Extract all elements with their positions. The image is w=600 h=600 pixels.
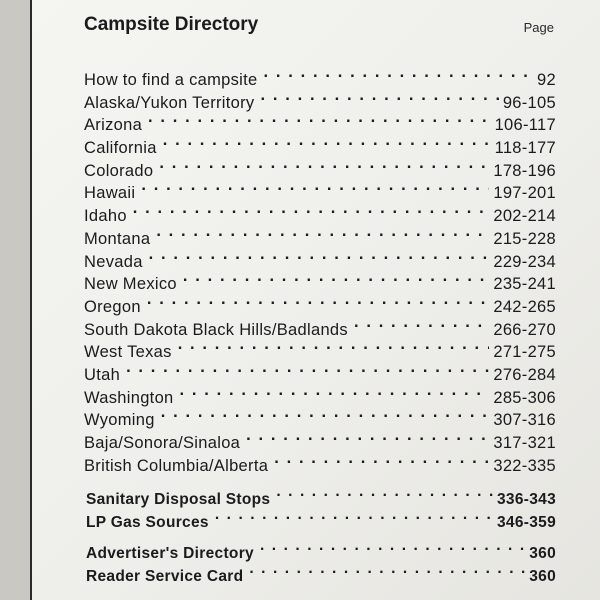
entry-pages: 322-335: [493, 456, 556, 475]
dot-leader: [149, 245, 490, 267]
entry-title: Utah: [84, 365, 121, 384]
entry-pages: 215-228: [493, 229, 556, 248]
toc-entry[interactable]: [84, 245, 556, 271]
entry-pages: 235-241: [493, 275, 556, 294]
entry-pages: 276-284: [493, 365, 556, 384]
entry-title: Advertiser's Directory: [86, 545, 254, 562]
entry-title: Arizona: [84, 116, 143, 135]
entry-pages: 96-105: [502, 93, 556, 112]
entry-pages: 317-321: [493, 434, 556, 452]
entry-pages: 229-234: [493, 252, 556, 271]
entry-pages: 92: [537, 71, 556, 89]
entry-title: Washington: [84, 388, 174, 407]
toc-entry[interactable]: [84, 131, 556, 158]
dot-leader: [147, 290, 490, 312]
entry-title: Oregon: [84, 297, 141, 316]
entry-pages: 336-343: [497, 491, 556, 508]
dot-leader: [215, 505, 493, 527]
toc-entry[interactable]: [84, 63, 556, 89]
toc-entry[interactable]: [84, 267, 556, 294]
toc-entry[interactable]: [84, 108, 556, 135]
entry-pages: 307-316: [493, 411, 556, 430]
dot-leader: [178, 335, 490, 357]
dot-leader: [156, 222, 489, 244]
entry-title: California: [84, 139, 157, 158]
toc-entry[interactable]: [84, 313, 556, 339]
dot-leader: [264, 63, 534, 85]
entry-title: LP Gas Sources: [86, 514, 209, 531]
entry-title: Idaho: [84, 207, 127, 226]
dot-leader: [183, 267, 489, 289]
state-entries-list: [84, 63, 556, 475]
entry-pages: 271-275: [493, 343, 556, 362]
entry-pages: 178-196: [493, 161, 556, 180]
entry-pages: 106-117: [494, 116, 556, 135]
entry-title: Alaska/Yukon Territory: [84, 93, 255, 112]
entry-pages: 346-359: [497, 514, 556, 531]
toc-entry[interactable]: [84, 222, 556, 248]
entry-title: New Mexico: [84, 275, 177, 294]
dot-leader: [126, 358, 489, 380]
dot-leader: [260, 86, 498, 108]
dot-leader: [159, 154, 489, 176]
entry-title: Reader Service Card: [86, 568, 244, 585]
entry-title: Nevada: [84, 252, 143, 271]
entry-pages: 266-270: [493, 320, 556, 339]
toc-entry[interactable]: [84, 358, 556, 384]
page-title: Campsite Directory: [84, 14, 259, 35]
dot-leader: [260, 536, 525, 558]
toc-entry[interactable]: [84, 290, 556, 316]
dot-leader: [161, 403, 490, 425]
directory-page: [30, 0, 600, 600]
toc-entry[interactable]: [84, 381, 556, 407]
entry-title: British Columbia/Alberta: [84, 456, 269, 475]
entry-title: How to find a campsite: [84, 71, 258, 89]
entry-title: West Texas: [84, 343, 172, 362]
entry-title: Montana: [84, 229, 151, 248]
toc-entry[interactable]: [84, 199, 556, 226]
toc-entry[interactable]: [84, 176, 556, 203]
dot-leader: [354, 313, 489, 335]
entry-pages: 118-177: [494, 139, 556, 158]
entry-pages: 360: [529, 545, 556, 562]
page-column-label: Page: [523, 20, 554, 35]
entry-title: Wyoming: [84, 411, 155, 430]
entry-pages: 202-214: [493, 207, 556, 226]
services-list: [86, 482, 556, 531]
entry-pages: 197-201: [493, 184, 556, 203]
entry-pages: 360: [529, 568, 556, 585]
dot-leader: [274, 449, 489, 471]
dot-leader: [148, 108, 491, 130]
entry-title: Sanitary Disposal Stops: [86, 491, 271, 508]
dot-leader: [246, 426, 489, 448]
dot-leader: [180, 381, 490, 403]
entry-title: Hawaii: [84, 184, 136, 203]
dot-leader: [133, 199, 490, 221]
dot-leader: [249, 559, 525, 581]
toc-entry[interactable]: [86, 536, 556, 562]
entry-pages: 285-306: [493, 388, 556, 407]
extras-list: [86, 536, 556, 585]
toc-entry[interactable]: [86, 482, 556, 508]
dot-leader: [141, 176, 489, 198]
dot-leader: [163, 131, 491, 153]
entry-title: Colorado: [84, 161, 154, 180]
dot-leader: [276, 482, 493, 504]
entry-title: Baja/Sonora/Sinaloa: [84, 434, 241, 452]
entry-pages: 242-265: [493, 297, 556, 316]
entry-title: South Dakota Black Hills/Badlands: [84, 320, 348, 339]
